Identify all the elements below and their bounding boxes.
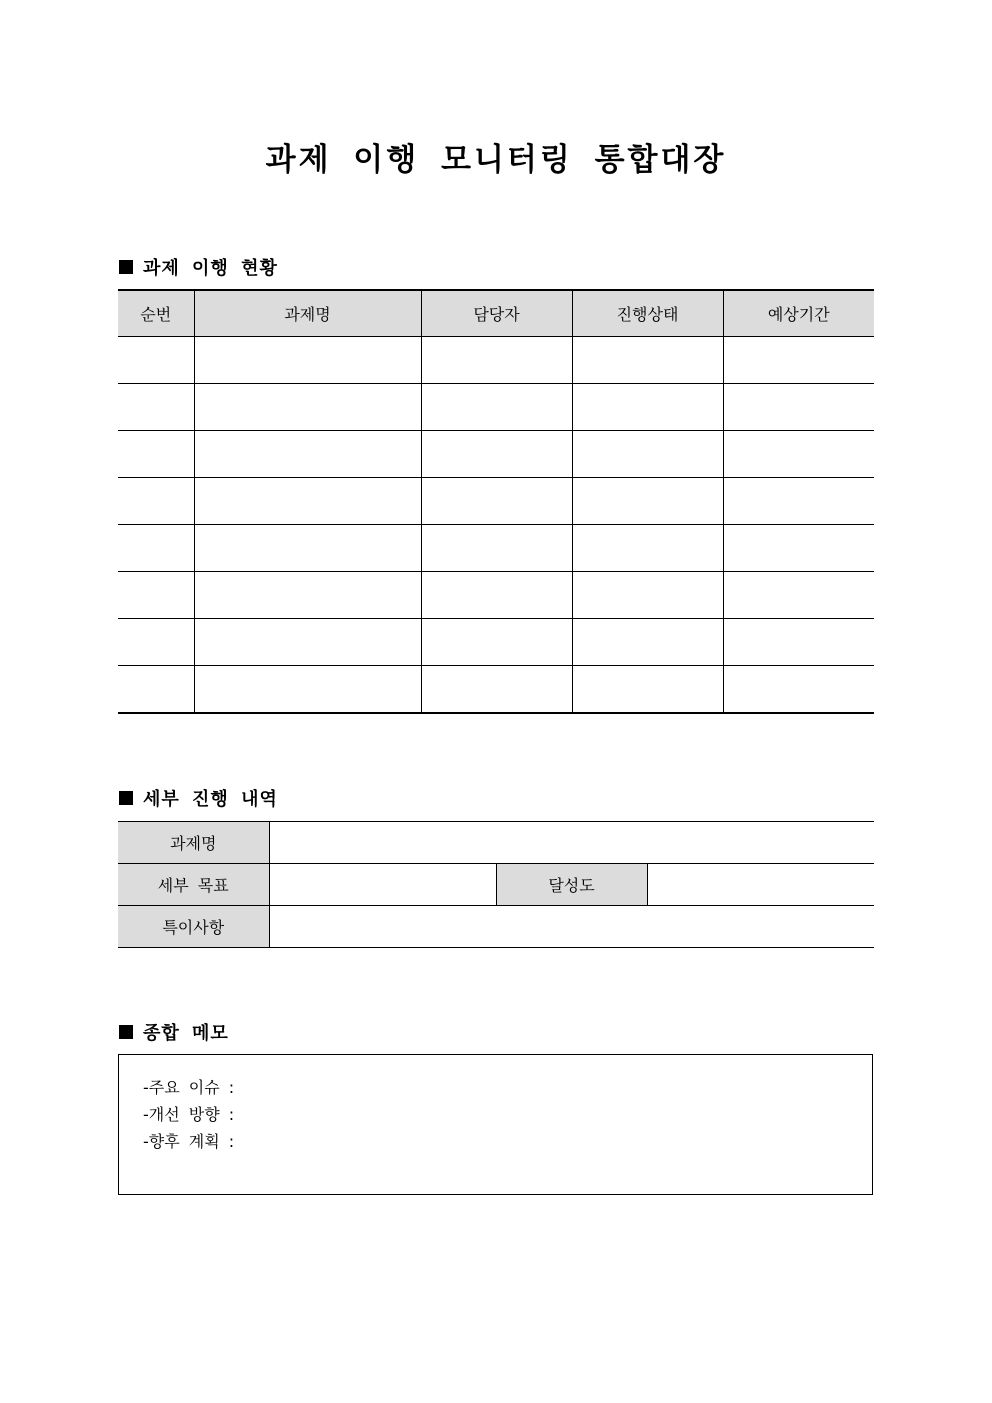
detail-row-task-name [118,822,874,864]
column-header-number: 순번 [118,290,194,337]
cell-number[interactable] [118,525,194,572]
cell-expected-period[interactable] [723,478,874,525]
status-section-heading [119,254,278,280]
cell-progress-status[interactable] [572,619,723,666]
remarks-field[interactable] [269,906,874,948]
cell-task-name[interactable] [194,478,421,525]
cell-progress-status[interactable] [572,384,723,431]
cell-assignee[interactable] [421,525,572,572]
cell-task-name[interactable] [194,572,421,619]
black-square-icon [119,791,133,805]
column-header-progress-status: 진행상태 [572,290,723,337]
cell-expected-period[interactable] [723,525,874,572]
cell-task-name[interactable] [194,619,421,666]
task-status-table [118,289,874,714]
memo-line-future-plan: -향후 계획 : [143,1132,235,1151]
memo-line-improvement-direction: -개선 방향 : [143,1105,235,1124]
memo-section-heading [119,1019,229,1045]
detail-row-sub-goal [118,864,874,906]
table-row [118,478,874,525]
column-header-task-name: 과제명 [194,290,421,337]
table-header-row [118,290,874,337]
cell-number[interactable] [118,666,194,714]
cell-progress-status[interactable] [572,431,723,478]
page-title: 과제 이행 모니터링 통합대장 [265,142,727,178]
table-row [118,666,874,714]
cell-expected-period[interactable] [723,337,874,384]
column-header-expected-period: 예상기간 [723,290,874,337]
table-row [118,525,874,572]
table-row [118,384,874,431]
cell-assignee[interactable] [421,384,572,431]
achievement-label: 달성도 [496,864,647,906]
memo-line-main-issues: -주요 이슈 : [143,1078,235,1097]
cell-task-name[interactable] [194,525,421,572]
cell-number[interactable] [118,384,194,431]
cell-expected-period[interactable] [723,431,874,478]
achievement-field[interactable] [647,864,874,906]
memo-section-title: 종합 메모 [143,1023,229,1044]
memo-box[interactable] [118,1054,873,1195]
table-row [118,337,874,384]
table-row [118,572,874,619]
cell-assignee[interactable] [421,337,572,384]
cell-assignee[interactable] [421,478,572,525]
task-detail-table [118,821,874,948]
cell-task-name[interactable] [194,666,421,714]
sub-goal-field[interactable] [269,864,496,906]
cell-expected-period[interactable] [723,619,874,666]
remarks-label: 특이사항 [118,906,269,948]
cell-assignee[interactable] [421,666,572,714]
detail-section-heading [119,785,278,811]
column-header-assignee: 담당자 [421,290,572,337]
table-row [118,431,874,478]
cell-assignee[interactable] [421,572,572,619]
status-section-title: 과제 이행 현황 [143,258,278,279]
task-name-field[interactable] [269,822,874,864]
cell-progress-status[interactable] [572,337,723,384]
cell-number[interactable] [118,337,194,384]
cell-number[interactable] [118,431,194,478]
cell-progress-status[interactable] [572,525,723,572]
cell-progress-status[interactable] [572,478,723,525]
black-square-icon [119,1025,133,1039]
black-square-icon [119,260,133,274]
cell-task-name[interactable] [194,384,421,431]
cell-progress-status[interactable] [572,572,723,619]
cell-expected-period[interactable] [723,572,874,619]
cell-expected-period[interactable] [723,666,874,714]
cell-assignee[interactable] [421,619,572,666]
cell-number[interactable] [118,478,194,525]
cell-task-name[interactable] [194,431,421,478]
table-row [118,619,874,666]
cell-expected-period[interactable] [723,384,874,431]
sub-goal-label: 세부 목표 [118,864,269,906]
cell-assignee[interactable] [421,431,572,478]
cell-task-name[interactable] [194,337,421,384]
cell-progress-status[interactable] [572,666,723,714]
cell-number[interactable] [118,572,194,619]
detail-section-title: 세부 진행 내역 [143,789,278,810]
task-name-label: 과제명 [118,822,269,864]
detail-row-remarks [118,906,874,948]
cell-number[interactable] [118,619,194,666]
